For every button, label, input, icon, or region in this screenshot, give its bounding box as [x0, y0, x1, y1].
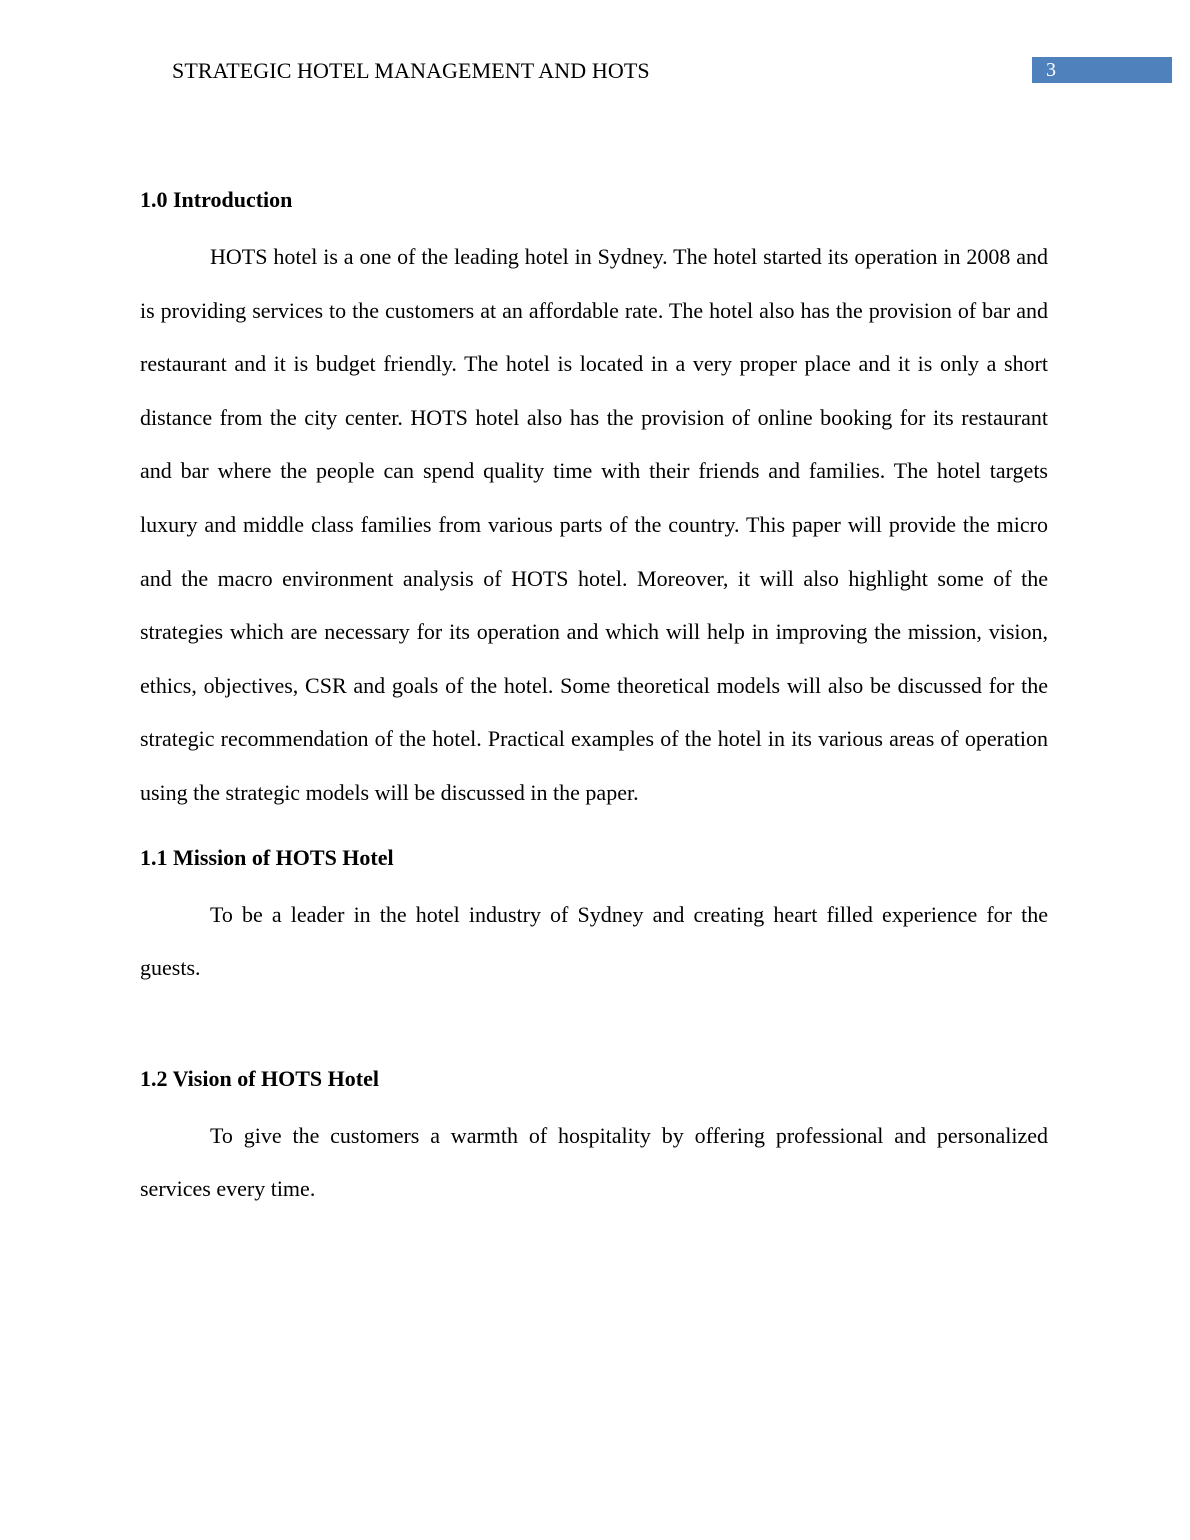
- running-head: STRATEGIC HOTEL MANAGEMENT AND HOTS: [172, 58, 650, 83]
- document-body: [140, 185, 1048, 1216]
- section-heading-introduction: 1.0 Introduction: [140, 187, 293, 212]
- paragraph-vision: To give the customers a warmth of hospitality by offering professional and personalized services every time.: [140, 1122, 1048, 1202]
- paragraph-mission: To be a leader in the hotel industry of Sydney and creating heart filled experience for the guests.: [140, 901, 1048, 981]
- page-number-badge: [1032, 57, 1172, 83]
- page-number: 3: [1046, 59, 1056, 81]
- section-heading-vision: 1.2 Vision of HOTS Hotel: [140, 1065, 379, 1091]
- paragraph-introduction: HOTS hotel is a one of the leading hotel in Sydney. The hotel started its operation in 2008 and is providing services to the customers at an affordable rate. The hotel also has the provision of bar and restaurant and it is budget friendly. The hotel is located in a very proper place and it is only a short distance from the city center. HOTS hotel also has the provision of online booking for its restaurant and bar where the people can spend quality time with their friends and families. The hotel targets luxury and middle class families from various parts of the country. This paper will provide the micro and the macro environment analysis of HOTS hotel. Moreover, it will also highlight some of the strategies which are necessary for its operation and which will help in improving the mission, vision, ethics, objectives, CSR and goals of the hotel. Some theoretical models will also be discussed for the strategic recommendation of the hotel. Practical examples of the hotel in its various areas of operation using the strategic models will be discussed in the paper.: [140, 244, 1048, 805]
- section-heading-mission: 1.1 Mission of HOTS Hotel: [140, 844, 394, 870]
